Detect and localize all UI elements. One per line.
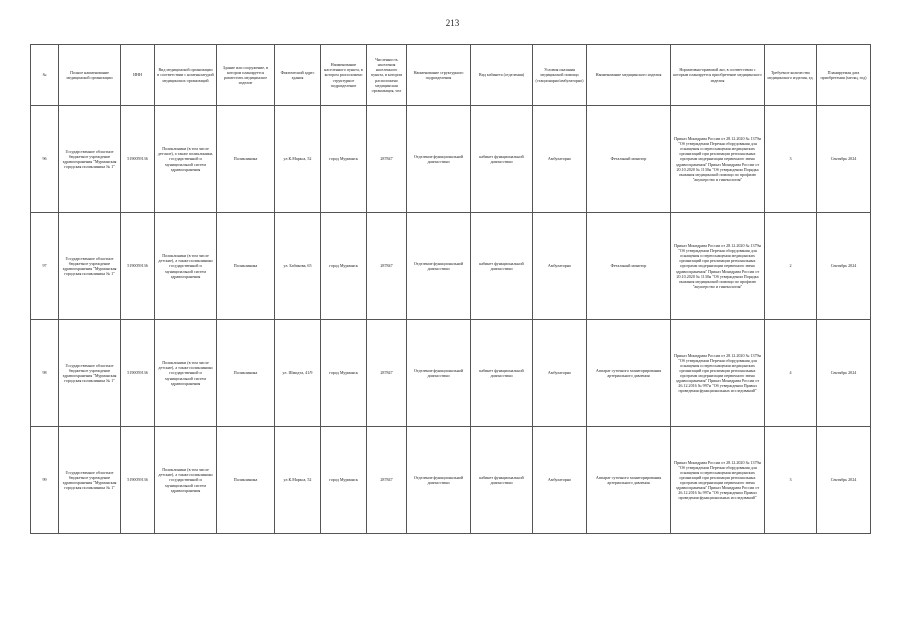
header-cell: ИНН — [121, 45, 155, 106]
unit: Отделение функциональной диагностики — [407, 427, 471, 534]
legal-act: Приказ Минздрава России от 28.12.2020 № 1379н "Об утверждении Перечня оборудования для оснащения и переоснащения медицинских организаций при реализации региональных программ модернизации первичного звена здравоохранения" Приказ Минздрава России от 20.10.2020 № 1130н "Об утверждении Порядка оказания медицинской помощи по профилю "акушерство и гинекология" — [671, 106, 765, 213]
header-cell: Наименование структурного подразделения — [407, 45, 471, 106]
header-cell: Наименование медицинского изделия — [587, 45, 671, 106]
locality: город Мурманск — [321, 106, 367, 213]
address: ул.К.Маркса, 52 — [275, 106, 321, 213]
address: ул.К.Маркса, 52 — [275, 427, 321, 534]
page-number: 213 — [445, 18, 460, 28]
building: Поликлиника — [217, 427, 275, 534]
locality: город Мурманск — [321, 427, 367, 534]
header-cell: Требуемое количество медицинского изделия, ед. — [765, 45, 817, 106]
header-cell: Полное наименование медицинской организации — [59, 45, 121, 106]
legal-act: Приказ Минздрава России от 28.12.2020 № 1379н "Об утверждении Перечня оборудования для оснащения и переоснащения медицинских организаций при реализации региональных программ модернизации первичного звена здравоохранения" Приказ Минздрава России от 26.12.2016 № 997н "Об утверждении Правил проведения функциональных исследований" — [671, 320, 765, 427]
conditions: Амбулаторно — [533, 106, 587, 213]
quantity: 2 — [765, 213, 817, 320]
table-row — [31, 320, 871, 427]
table-row — [31, 106, 871, 213]
device: Аппарат суточного мониторирования артериального давления — [587, 320, 671, 427]
building: Поликлиника — [217, 320, 275, 427]
org-type: Поликлиники (в том числе детские), а также поликлиники государственной и муниципальной систем здравоохранения — [155, 427, 217, 534]
org-type: Поликлиники (в том числе детские), а также поликлиники государственной и муниципальной систем здравоохранения — [155, 213, 217, 320]
population: 287847 — [367, 213, 407, 320]
unit: Отделение функциональной диагностики — [407, 320, 471, 427]
population: 287847 — [367, 427, 407, 534]
unit: Отделение функциональной диагностики — [407, 213, 471, 320]
org-name: Государственное областное бюджетное учреждение здравоохранения "Мурманская городская поликлиника № 1" — [59, 106, 121, 213]
conditions: Амбулаторно — [533, 213, 587, 320]
header-cell: Планируемая дата приобретения (месяц, год) — [817, 45, 871, 106]
row-number: 97 — [31, 213, 59, 320]
quantity: 4 — [765, 320, 817, 427]
purchase-date: Сентябрь 2024 — [817, 106, 871, 213]
header-cell: Условия оказания медицинской помощи (стационарно/амбулаторно) — [533, 45, 587, 106]
legal-act: Приказ Минздрава России от 28.12.2020 № 1379н "Об утверждении Перечня оборудования для оснащения и переоснащения медицинских организаций при реализации региональных программ модернизации первичного звена здравоохранения" Приказ Минздрава России от 20.10.2020 № 1130н "Об утверждении Порядка оказания медицинской помощи по профилю "акушерство и гинекология" — [671, 213, 765, 320]
unit: Отделение функциональной диагностики — [407, 106, 471, 213]
cabinet: кабинет функциональной диагностики — [471, 320, 533, 427]
table-row — [31, 427, 871, 534]
table-row — [31, 213, 871, 320]
building: Поликлиника — [217, 106, 275, 213]
row-number: 96 — [31, 106, 59, 213]
equipment-table — [30, 44, 871, 534]
purchase-date: Сентябрь 2024 — [817, 213, 871, 320]
inn: 5190059136 — [121, 213, 155, 320]
conditions: Амбулаторно — [533, 320, 587, 427]
header-cell: Вид кабинета (отделения) — [471, 45, 533, 106]
purchase-date: Сентябрь 2024 — [817, 427, 871, 534]
header-cell: № — [31, 45, 59, 106]
row-number: 98 — [31, 320, 59, 427]
population: 287847 — [367, 320, 407, 427]
purchase-date: Сентябрь 2024 — [817, 320, 871, 427]
header-cell: Фактический адрес здания — [275, 45, 321, 106]
header-cell: Численность населения населенного пункта, в котором расположено медицинская организация, чел — [367, 45, 407, 106]
device: Фетальный монитор — [587, 106, 671, 213]
address: ул. Шмидта, 41/9 — [275, 320, 321, 427]
population: 287847 — [367, 106, 407, 213]
header-cell: Нормативно-правовой акт, в соответствии с которым планируется приобретение медицинского изделия — [671, 45, 765, 106]
address: ул. Бабикова, 65 — [275, 213, 321, 320]
locality: город Мурманск — [321, 213, 367, 320]
header-row — [31, 45, 871, 106]
quantity: 3 — [765, 106, 817, 213]
device: Фетальный монитор — [587, 213, 671, 320]
org-name: Государственное областное бюджетное учреждение здравоохранения "Мурманская городская поликлиника № 1" — [59, 427, 121, 534]
locality: город Мурманск — [321, 320, 367, 427]
row-number: 99 — [31, 427, 59, 534]
header-cell: Здание или сооружение, в котором планируется разместить медицинское изделие — [217, 45, 275, 106]
cabinet: кабинет функциональной диагностики — [471, 106, 533, 213]
cabinet: кабинет функциональной диагностики — [471, 427, 533, 534]
legal-act: Приказ Минздрава России от 28.12.2020 № 1379н "Об утверждении Перечня оборудования для оснащения и переоснащения медицинских организаций при реализации региональных программ модернизации первичного звена здравоохранения" Приказ Минздрава России от 26.12.2016 № 997н "Об утверждении Правил проведения функциональных исследований" — [671, 427, 765, 534]
cabinet: кабинет функциональной диагностики — [471, 213, 533, 320]
device: Аппарат суточного мониторирования артериального давления — [587, 427, 671, 534]
building: Поликлиника — [217, 213, 275, 320]
org-name: Государственное областное бюджетное учреждение здравоохранения "Мурманская городская поликлиника № 1" — [59, 213, 121, 320]
header-cell: Наименование населенного пункта, в котором расположено структурное подразделение — [321, 45, 367, 106]
org-type: Поликлиники (в том числе детские), а также поликлиники государственной и муниципальной систем здравоохранения — [155, 320, 217, 427]
org-name: Государственное областное бюджетное учреждение здравоохранения "Мурманская городская поликлиника № 1" — [59, 320, 121, 427]
inn: 5190059136 — [121, 320, 155, 427]
quantity: 3 — [765, 427, 817, 534]
inn: 5190059136 — [121, 106, 155, 213]
conditions: Амбулаторно — [533, 427, 587, 534]
org-type: Поликлиники (в том числе детские), а также поликлиники, государственной и муниципальной систем здравоохранения — [155, 106, 217, 213]
header-cell: Вид медицинской организации в соответствии с номенклатурой медицинских организаций — [155, 45, 217, 106]
inn: 5190059136 — [121, 427, 155, 534]
